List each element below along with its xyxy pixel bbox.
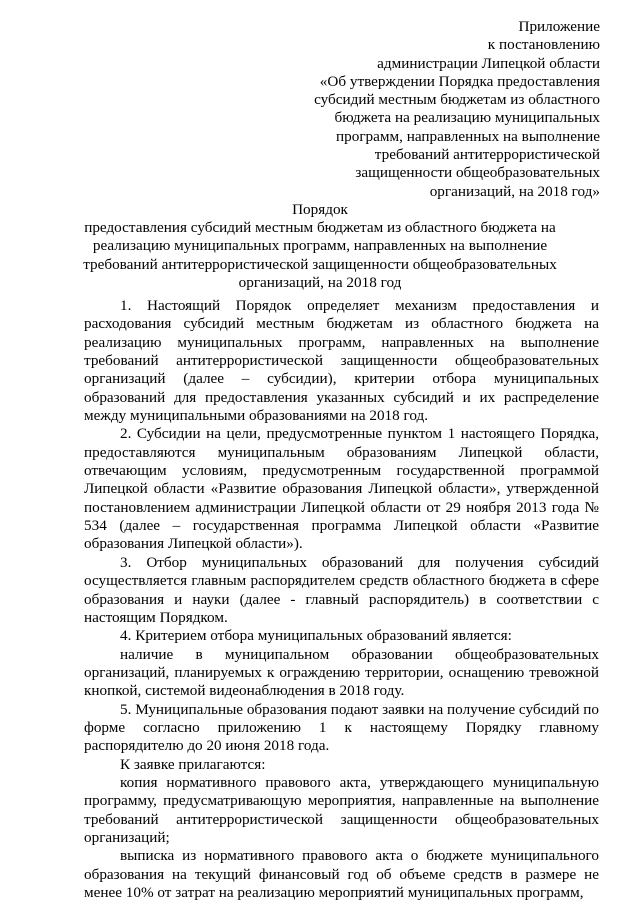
appendix-line: требований антитеррористической — [374, 146, 600, 164]
appendix-line: бюджета на реализацию муниципальных — [334, 109, 600, 127]
appendix-line: организаций, на 2018 год» — [429, 182, 600, 200]
appendix-header — [300, 18, 600, 201]
document-body — [84, 297, 599, 902]
paragraph-1: 1. Настоящий Порядок определяет механизм предоставления и расходования субсидий местным бюджетам из областного бюджета на реализацию муниципальных программ, направленных на выполнение требований антитеррористической защищенности общеобразовательных организаций (далее – субсидии), критерии отбора муниципальных образований для предоставления указанных субсидий и их распределение между муниципальными образованиями на 2018 год. — [84, 297, 599, 425]
document-title: Порядок — [292, 201, 348, 218]
subtitle-line: предоставления субсидий местным бюджетам из областного бюджета на — [84, 219, 556, 236]
appendix-line: субсидий местным бюджетам из областного — [314, 91, 600, 109]
appendix-line: Приложение — [518, 18, 600, 35]
document-subtitle — [0, 219, 640, 292]
subtitle-line: требований антитеррористической защищенности общеобразовательных — [83, 255, 557, 273]
paragraph-4: 4. Критерием отбора муниципальных образований является: — [120, 627, 512, 645]
subtitle-line: реализацию муниципальных программ, направленных на выполнение — [92, 237, 548, 255]
attachments-intro: К заявке прилагаются: — [120, 755, 266, 773]
paragraph-3: 3. Отбор муниципальных образований для получения субсидий осуществляется главным распорядителем средств областного бюджета в сфере образования и науки (далее - главный распорядитель) в соответствии с настоящим Порядком. — [84, 553, 599, 626]
appendix-line: администрации Липецкой области — [377, 54, 600, 72]
attachment-item: выписка из нормативного правового акта о бюджете муниципального образования на текущий финансовый год об объеме средств в размере не менее 10% от затрат на реализацию мероприятий муниципальных программ, — [84, 847, 599, 901]
appendix-line: защищенности общеобразовательных — [355, 164, 600, 182]
paragraph-2: 2. Субсидии на цели, предусмотренные пунктом 1 настоящего Порядка, предоставляются муниципальным образованиям Липецкой области, отвечающим условиям, предусмотренным государственной программой Липецкой области «Развитие образования Липецкой области», утвержденной постановлением администрации Липецкой области от 29 ноября 2013 года № 534 (далее – государственная программа Липецкой области «Развитие образования Липецкой области»). — [84, 425, 599, 553]
appendix-line: «Об утверждении Порядка предоставления — [319, 72, 600, 90]
attachment-item: копия нормативного правового акта, утверждающего муниципальную программу, предусматривающую мероприятия, направленные на выполнение требований антитеррористической защищенности общеобразовательных организаций; — [84, 773, 599, 846]
criterion-paragraph: наличие в муниципальном образовании общеобразовательных организаций, планируемых к ограждению территории, оснащению тревожной кнопкой, системой видеонаблюдения в 2018 году. — [84, 645, 599, 700]
appendix-line: программ, направленных на выполнение — [336, 127, 600, 145]
subtitle-line: организаций, на 2018 год — [238, 273, 402, 291]
paragraph-5: 5. Муниципальные образования подают заявки на получение субсидий по форме согласно приложению 1 к настоящему Порядку главному распорядителю до 20 июня 2018 года. — [84, 700, 599, 755]
appendix-line: к постановлению — [487, 36, 600, 54]
